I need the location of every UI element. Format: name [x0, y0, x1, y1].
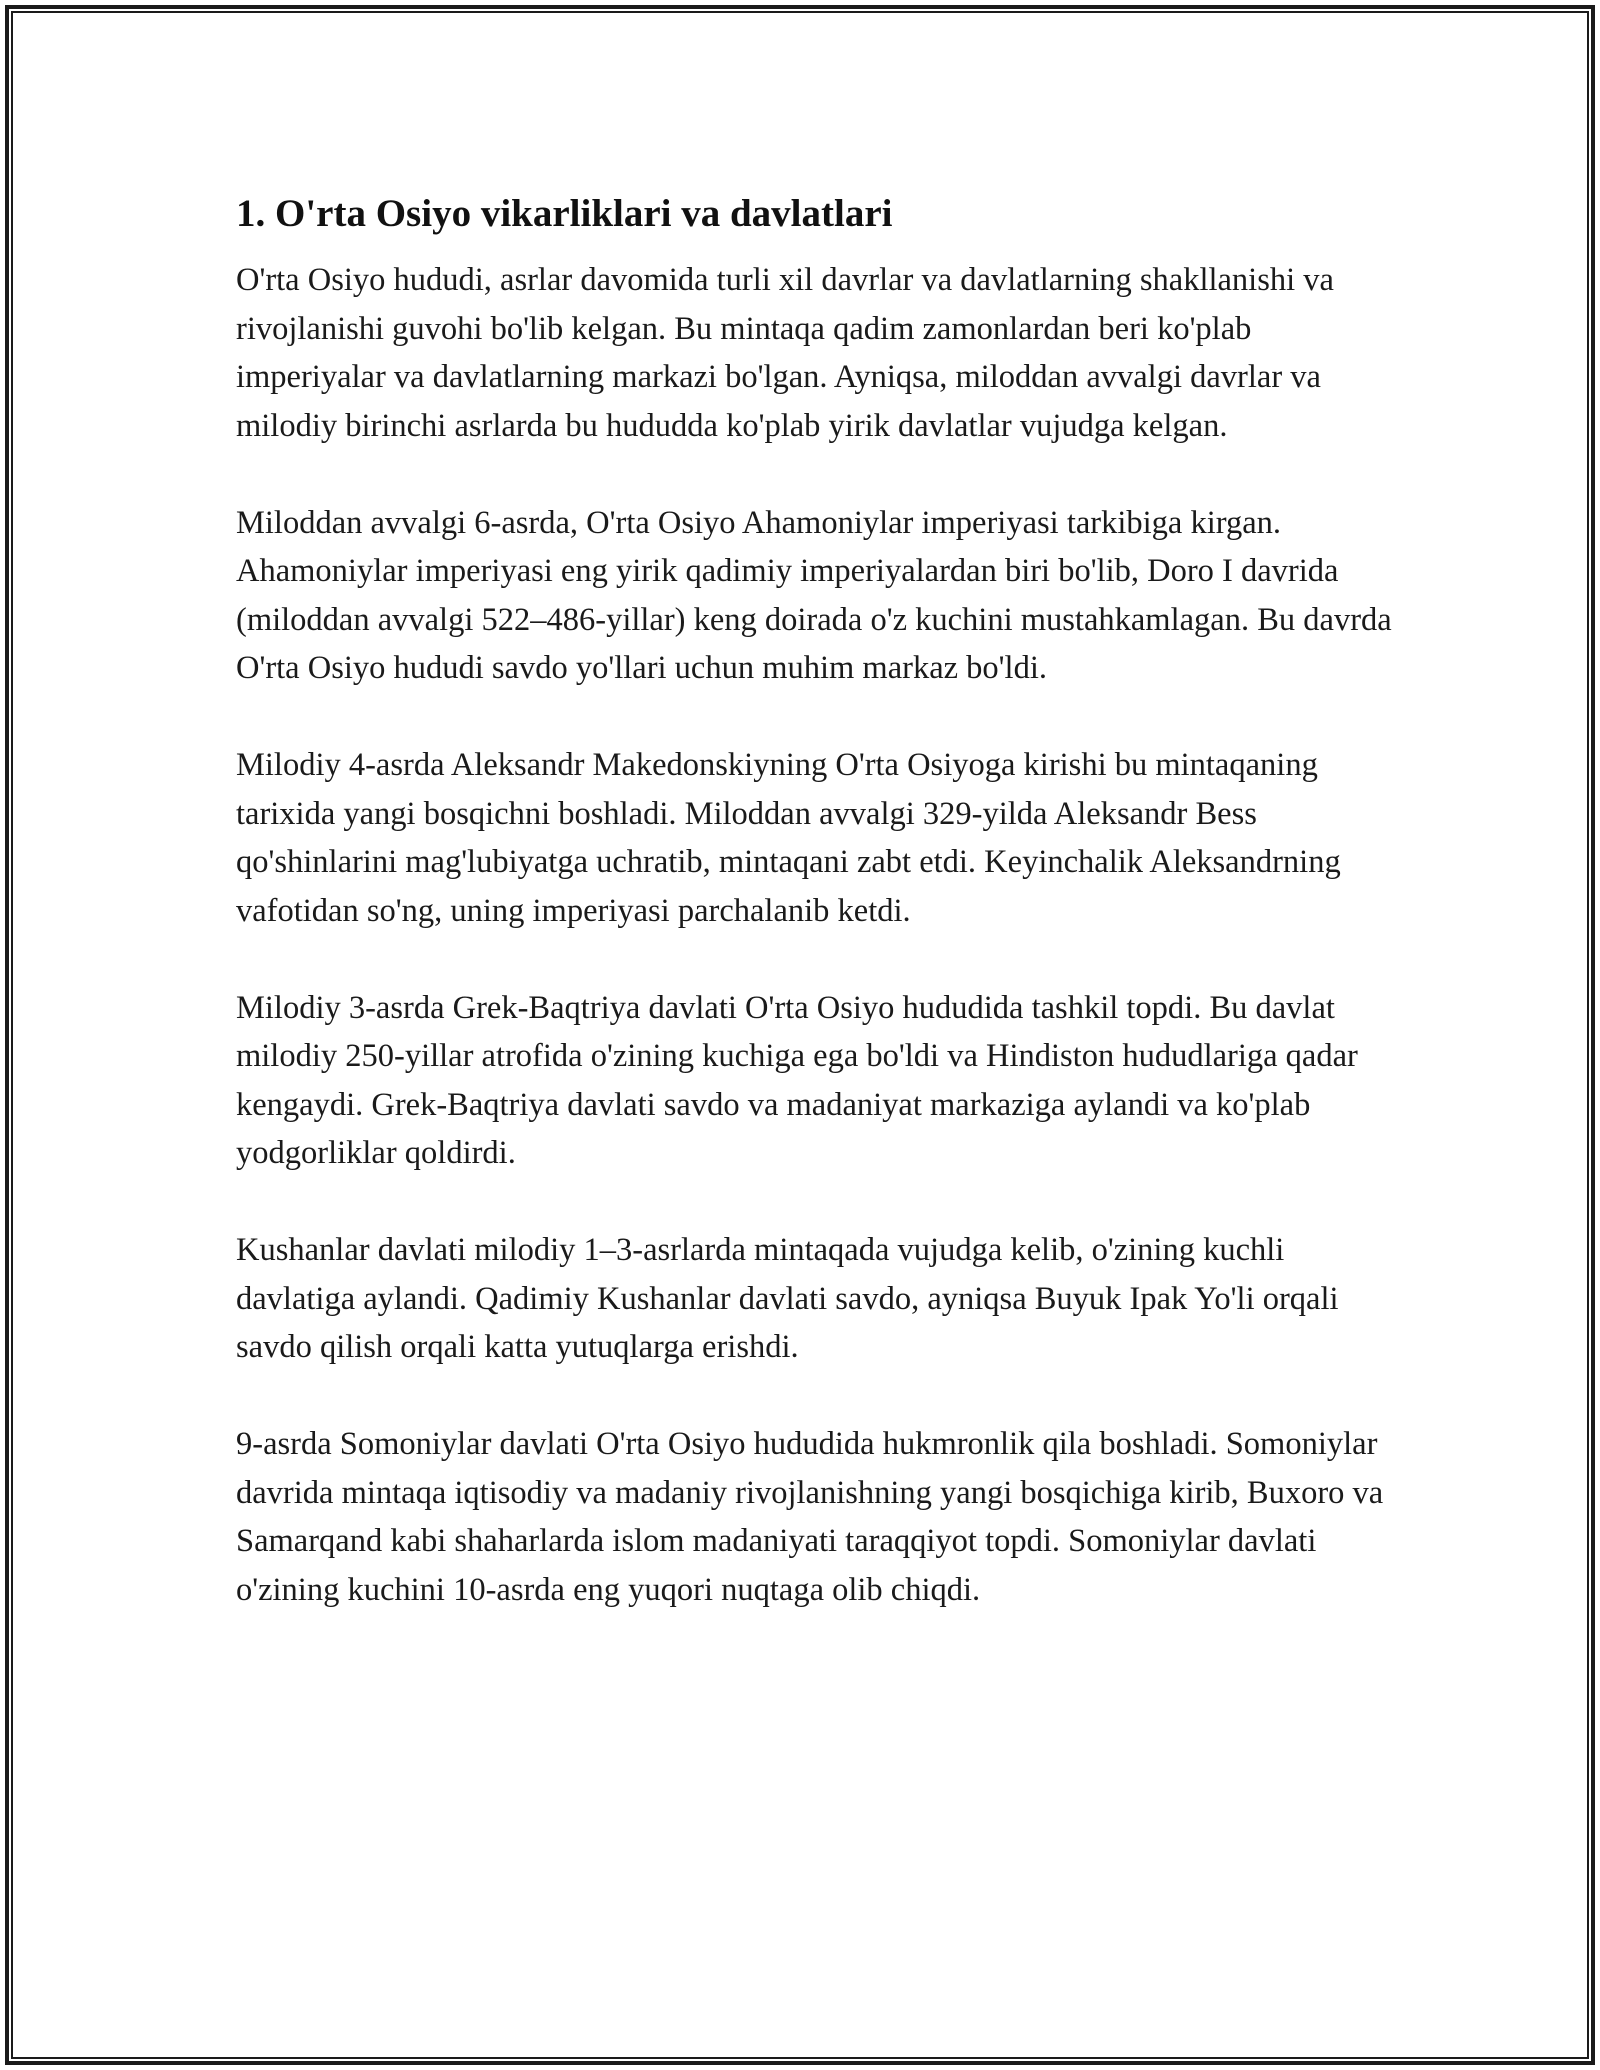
paragraph-intro: O'rta Osiyo hududi, asrlar davomida turli xil davrlar va davlatlarning shakllanishi va rivojlanishi guvohi bo'lib kelgan. Bu mintaqa qadim zamonlardan beri ko'plab imperiyalar va davlatlarning markazi bo'lgan. Ayniqsa, miloddan avvalgi davrlar va milodiy birinchi asrlarda bu hududda ko'plab yirik davlatlar vujudga kelgan. [236, 262, 1334, 444]
document-body [236, 188, 1396, 1663]
paragraph-kushan: Kushanlar davlati milodiy 1–3-asrlarda mintaqada vujudga kelib, o'zining kuchli davlatiga aylandi. Qadimiy Kushanlar davlati savdo, ayniqsa Buyuk Ipak Yo'li orqali savdo qilish orqali katta yutuqlarga erishdi. [236, 1232, 1339, 1365]
paragraph-achaemenid: Miloddan avvalgi 6-asrda, O'rta Osiyo Ahamoniylar imperiyasi tarkibiga kirgan. Ahamoniylar imperiyasi eng yirik qadimiy imperiyalardan biri bo'lib, Doro I davrida (miloddan avvalgi 522–486-yillar) keng doirada o'z kuchini mustahkamlagan. Bu davrda O'rta Osiyo hududi savdo yo'llari uchun muhim markaz bo'ldi. [236, 504, 1392, 686]
section-title: 1. O'rta Osiyo vikarliklari va davlatlari [236, 192, 893, 235]
paragraph-samanid: 9-asrda Somoniylar davlati O'rta Osiyo hududida hukmronlik qila boshladi. Somoniylar davrida mintaqa iqtisodiy va madaniy rivojlanishning yangi bosqichiga kirib, Buxoro va Samarqand kabi shaharlarda islom madaniyati taraqqiyot topdi. Somoniylar davlati o'zining kuchini 10-asrda eng yuqori nuqtaga olib chiqdi. [236, 1426, 1384, 1608]
paragraph-greco-bactria: Milodiy 3-asrda Grek-Baqtriya davlati O'rta Osiyo hududida tashkil topdi. Bu davlat milodiy 250-yillar atrofida o'zining kuchiga ega bo'ldi va Hindiston hududlariga qadar kengaydi. Grek-Baqtriya davlati savdo va madaniyat markaziga aylandi va ko'plab yodgorliklar qoldirdi. [236, 989, 1358, 1171]
paragraph-alexander: Milodiy 4-asrda Aleksandr Makedonskiyning O'rta Osiyoga kirishi bu mintaqaning tarixida yangi bosqichni boshladi. Miloddan avvalgi 329-yilda Aleksandr Bess qo'shinlarini mag'lubiyatga uchratib, mintaqani zabt etdi. Keyinchalik Aleksandrning vafotidan so'ng, uning imperiyasi parchalanib ketdi. [236, 747, 1341, 929]
